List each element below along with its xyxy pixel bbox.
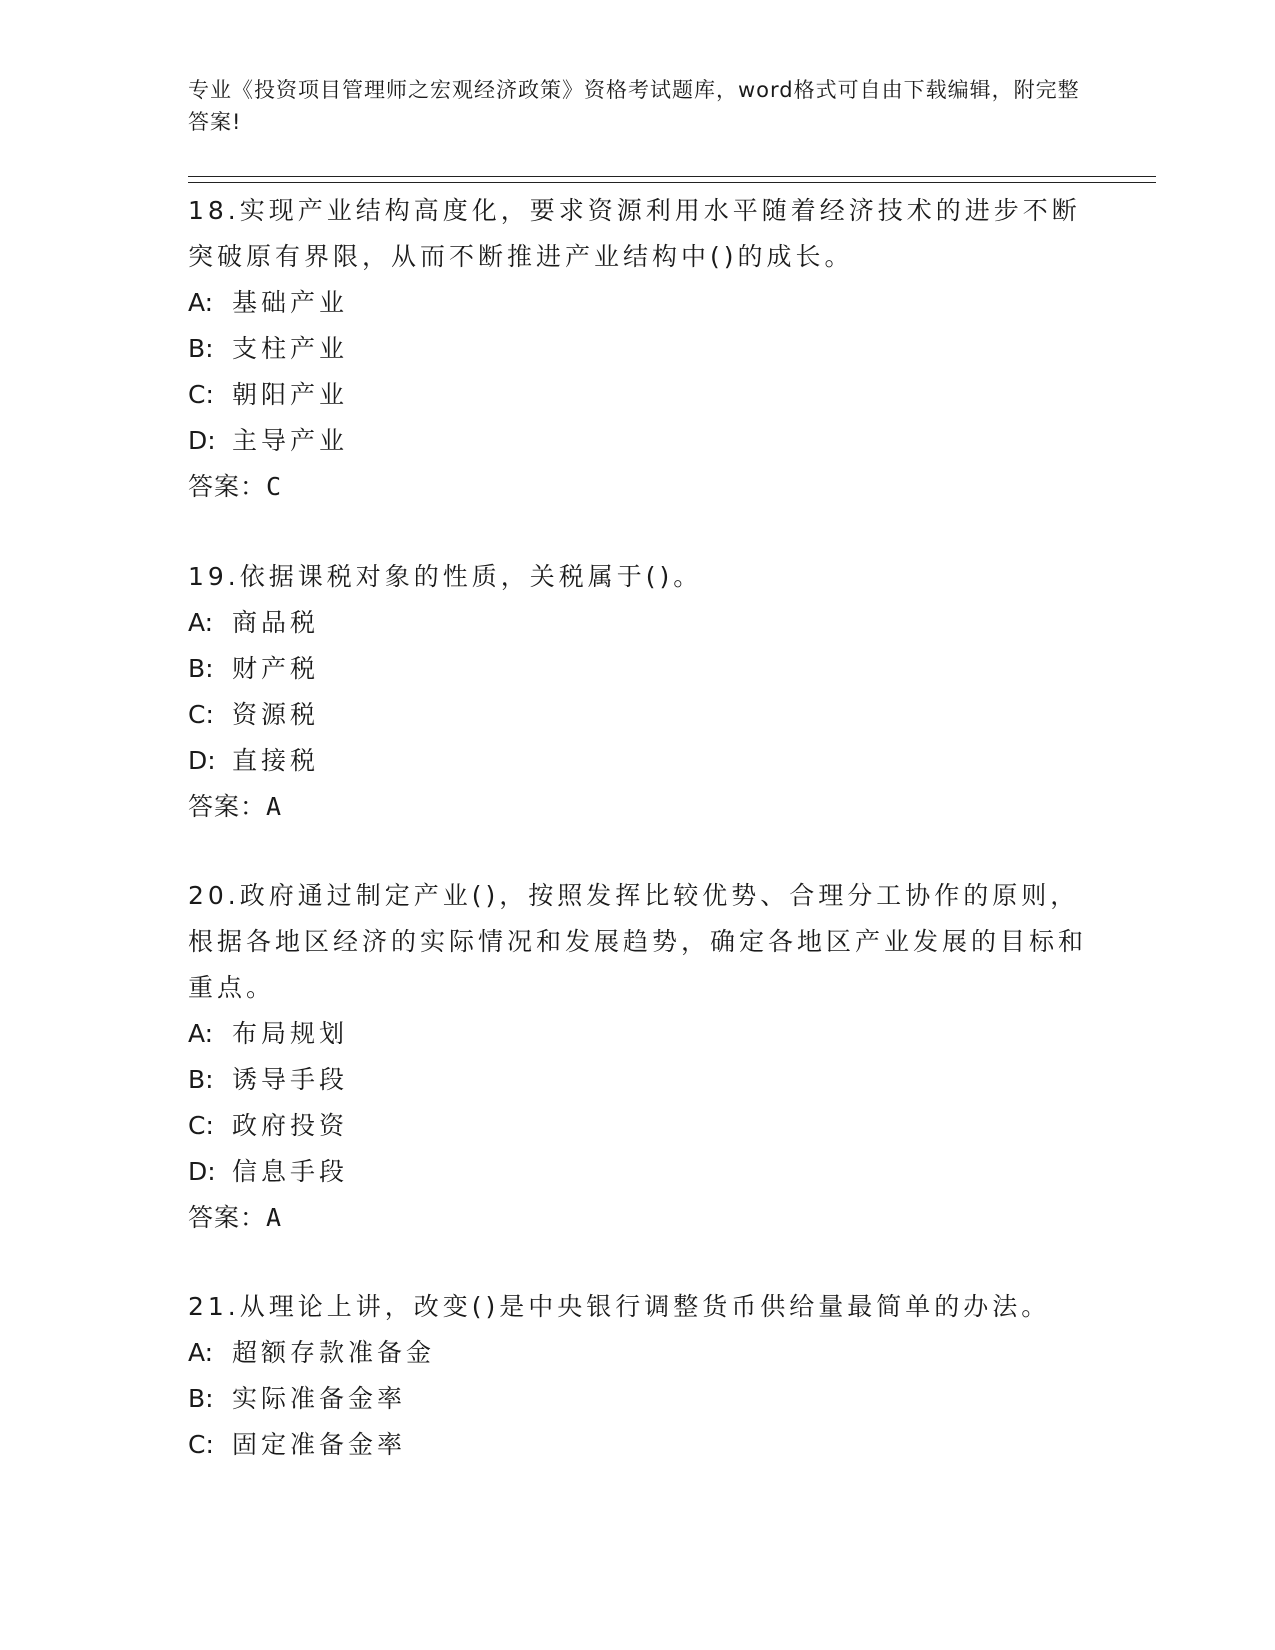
option-text: 信息手段 [232,1157,349,1186]
option-text: 超额存款准备金 [232,1338,436,1367]
question-text: 21.从理论上讲，改变()是中央银行调整货币供给量最简单的办法。 [188,1292,1051,1321]
option-text: 布局规划 [232,1019,349,1048]
option-letter: A: [188,288,214,317]
question-text: 20.政府通过制定产业()，按照发挥比较优势、合理分工协作的原则，根据各地区经济的实际情况和发展趋势，确定各地区产业发展的目标和重点。 [188,881,1088,1002]
option-letter: D: [188,426,216,455]
option-c [188,1103,1088,1149]
option-a [188,1330,1088,1376]
option-text: 固定准备金率 [232,1430,407,1459]
option-letter: A: [188,1338,214,1367]
option-d [188,1149,1088,1195]
option-letter: B: [188,1384,214,1413]
answer-value: A [266,792,283,821]
option-text: 基础产业 [232,288,349,317]
option-c [188,1422,1088,1468]
answer-line [188,464,1088,510]
option-letter: A: [188,1019,214,1048]
question-text: 19.依据课税对象的性质，关税属于()。 [188,562,703,591]
option-letter: C: [188,1111,214,1140]
header-divider-bottom [188,182,1156,183]
answer-value: C [266,472,283,501]
option-letter: D: [188,1157,216,1186]
option-text: 实际准备金率 [232,1384,407,1413]
option-text: 资源税 [232,700,320,729]
option-text: 主导产业 [232,426,349,455]
header-divider-top [188,176,1156,177]
option-a [188,600,1088,646]
answer-label: 答案： [188,472,267,501]
answer-line [188,1195,1088,1241]
option-text: 财产税 [232,654,320,683]
option-text: 诱导手段 [232,1065,349,1094]
option-b [188,326,1088,372]
option-letter: B: [188,1065,214,1094]
question-20 [188,873,1088,1241]
option-text: 直接税 [232,746,320,775]
option-text: 商品税 [232,608,320,637]
question-18 [188,188,1088,510]
option-b [188,1376,1088,1422]
answer-label: 答案： [188,1203,267,1232]
option-text: 朝阳产业 [232,380,349,409]
option-text: 政府投资 [232,1111,349,1140]
option-letter: C: [188,1430,214,1459]
option-a [188,1011,1088,1057]
document-intro: 专业《投资项目管理师之宏观经济政策》资格考试题库，word格式可自由下载编辑，附完整答案! [188,78,1080,134]
option-a [188,280,1088,326]
option-b [188,646,1088,692]
answer-value: A [266,1203,283,1232]
option-letter: B: [188,654,214,683]
answer-label: 答案： [188,792,267,821]
option-letter: A: [188,608,214,637]
question-21 [188,1284,1088,1468]
option-letter: D: [188,746,216,775]
option-d [188,738,1088,784]
question-text: 18.实现产业结构高度化，要求资源利用水平随着经济技术的进步不断突破原有界限，从而不断推进产业结构中()的成长。 [188,196,1081,271]
option-c [188,692,1088,738]
option-letter: B: [188,334,214,363]
option-b [188,1057,1088,1103]
answer-line [188,784,1088,830]
option-text: 支柱产业 [232,334,349,363]
question-19 [188,554,1088,830]
option-letter: C: [188,380,214,409]
option-letter: C: [188,700,214,729]
option-c [188,372,1088,418]
option-d [188,418,1088,464]
